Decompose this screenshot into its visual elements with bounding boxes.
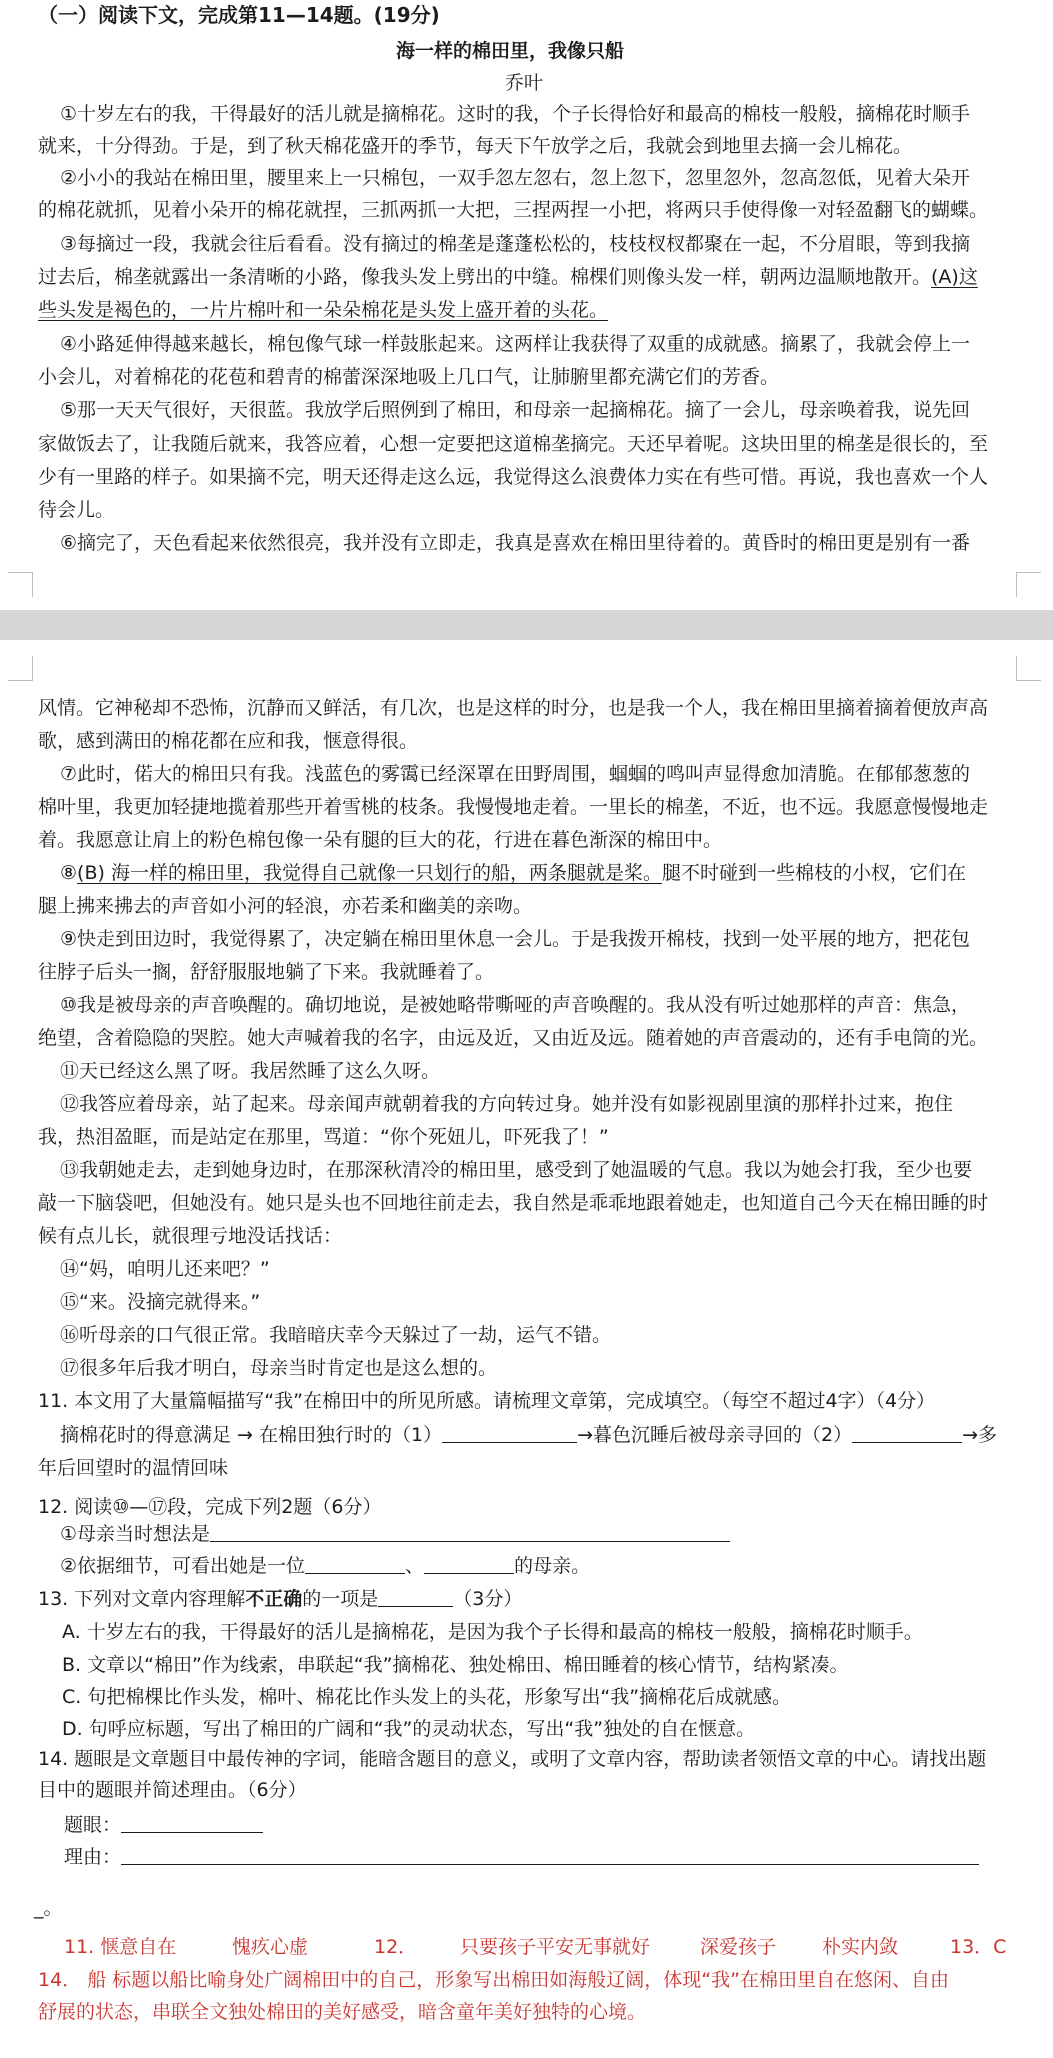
paragraph-line: ⑫我答应着母亲，站了起来。母亲闻声就朝着我的方向转过身。她并没有如影视剧里演的那样扑过来，抱住 bbox=[60, 1093, 954, 1115]
paragraph-line: 往脖子后头一搁，舒舒服服地躺了下来。我就睡着了。 bbox=[38, 961, 495, 983]
paragraph-line: 少有一里路的样子。如果摘不完，明天还得走这么远，我觉得这么浪费体力实在有些可惜。再说，我也喜欢一个人 bbox=[38, 466, 989, 488]
flow-text: 摘棉花时的得意满足 → 在棉田独行时的（1） bbox=[60, 1424, 443, 1446]
answer-blank-reason[interactable] bbox=[121, 1846, 979, 1865]
option-d[interactable]: D. 句呼应标题，写出了棉田的广阔和“我”的灵动状态，写出“我”独处的自在惬意。 bbox=[62, 1718, 756, 1740]
option-c[interactable]: C. 句把棉棵比作头发，棉叶、棉花比作头发上的头花，形象写出“我”摘棉花后成就感。 bbox=[62, 1686, 792, 1708]
option-b[interactable]: B. 文章以“棉田”作为线索，串联起“我”摘棉花、独处棉田、棉田睡着的核心情节，结构紧凑。 bbox=[62, 1654, 849, 1676]
article-author: 乔叶 bbox=[505, 72, 544, 94]
question-14-stem-cont: 目中的题眼并简述理由。（6分） bbox=[38, 1779, 307, 1801]
page-top bbox=[0, 0, 1053, 610]
answer-blank-eye[interactable] bbox=[121, 1814, 263, 1833]
paragraph-line: ⑭“妈，咱明儿还来吧？” bbox=[60, 1258, 270, 1280]
field-label: 理由： bbox=[64, 1846, 122, 1868]
paragraph-line: ⑩我是被母亲的声音唤醒的。确切地说，是被她略带嘶哑的声音唤醒的。我从没有听过她那样的声音：焦急， bbox=[60, 994, 971, 1016]
paragraph-8-line bbox=[60, 861, 966, 885]
paragraph-line: ⑪天已经这么黑了呀。我居然睡了这么久呀。 bbox=[60, 1060, 441, 1082]
paragraph-line: ②小小的我站在棉田里，腰里来上一只棉包，一双手忽左忽右，忽上忽下，忽里忽外，忽高忽低，见着大朵开 bbox=[60, 167, 971, 189]
paragraph-number: ⑧ bbox=[60, 862, 78, 884]
page-bottom bbox=[0, 640, 1053, 2058]
answer-key-value: 深爱孩子 bbox=[700, 1936, 777, 1958]
crop-mark bbox=[1016, 572, 1041, 597]
question-11-flow bbox=[60, 1423, 997, 1447]
paragraph-line: 家做饭去了，让我随后就来，我答应着，心想一定要把这道棉垄摘完。天还早着呢。这块田里的棉垄是很长的，至 bbox=[38, 433, 989, 455]
flow-text: →暮色沉睡后被母亲寻回的（2） bbox=[577, 1424, 853, 1446]
paragraph-line: 小会儿，对着棉花的花苞和碧青的棉蕾深深地吸上几口气，让肺腑里都充满它们的芳香。 bbox=[38, 366, 780, 388]
crop-mark bbox=[8, 656, 33, 681]
answer-key-11-label: 11. 惬意自在 bbox=[64, 1936, 177, 1958]
question-14-stem: 14. 题眼是文章题目中最传神的字词，能暗含题目的意义，或明了文章内容，帮助读者领悟文章的中心。请找出题 bbox=[38, 1748, 987, 1770]
paragraph-line: ⑮“来。没摘完就得来。” bbox=[60, 1291, 261, 1313]
crop-mark bbox=[8, 572, 33, 597]
question-14-eye bbox=[64, 1813, 263, 1837]
question-12-sub2 bbox=[60, 1554, 590, 1578]
answer-key-14: 14． 船 标题以船比喻身处广阔棉田中的自己，形象写出棉田如海般辽阔，体现“我”在棉田里自在悠闲、自由 bbox=[38, 1969, 949, 1991]
paragraph-line: 待会儿。 bbox=[38, 499, 115, 521]
paragraph-line: ⑬我朝她走去，走到她身边时，在那深秋清冷的棉田里，感受到了她温暖的气息。我以为她会打我，至少也要 bbox=[60, 1159, 973, 1181]
answer-blank-trait-2[interactable] bbox=[424, 1555, 514, 1574]
sub-question-text: 的母亲。 bbox=[514, 1555, 591, 1577]
answer-key-value: 朴实内敛 bbox=[822, 1936, 899, 1958]
page-separator bbox=[0, 610, 1053, 640]
paragraph-line: 绝望，含着隐隐的哭腔。她大声喊着我的名字，由远及近，又由近及远。随着她的声音震动的，还有手电筒的光。 bbox=[38, 1027, 989, 1049]
underlined-sentence-b: (B) 海一样的棉田里，我觉得自己就像一只划行的船，两条腿就是桨。 bbox=[77, 862, 662, 884]
trailing-mark: _。 bbox=[34, 1897, 63, 1919]
paragraph-line: 的棉花就抓，见着小朵开的棉花就捏，三抓两抓一大把，三捏两捏一小把，将两只手使得像一对轻盈翻飞的蝴蝶。 bbox=[38, 199, 989, 221]
sub-question-text: ②依据细节，可看出她是一位 bbox=[60, 1555, 306, 1577]
sub-question-text: 、 bbox=[405, 1555, 425, 1577]
underlined-sentence-a: 些头发是褐色的，一片片棉叶和一朵朵棉花是头发上盛开着的头花。 bbox=[38, 299, 609, 321]
paragraph-text: 腿不时碰到一些棉枝的小杈，它们在 bbox=[661, 862, 966, 884]
answer-key-12-label: 12． bbox=[374, 1936, 418, 1958]
answer-key-value: 愧疚心虚 bbox=[232, 1936, 309, 1958]
question-12-sub1 bbox=[60, 1522, 730, 1546]
field-label: 题眼： bbox=[64, 1814, 122, 1836]
answer-key-14-cont: 舒展的状态，串联全文独处棉田的美好感受，暗含童年美好独特的心境。 bbox=[38, 2001, 647, 2023]
paragraph-line: 腿上拂来拂去的声音如小河的轻浪，亦若柔和幽美的亲吻。 bbox=[38, 895, 533, 917]
flow-text: →多 bbox=[962, 1424, 998, 1446]
paragraph-line: ④小路延伸得越来越长，棉包像气球一样鼓胀起来。这两样让我获得了双重的成就感。摘累了，我就会停上一 bbox=[60, 333, 971, 355]
sub-question-text: ①母亲当时想法是 bbox=[60, 1523, 211, 1545]
stem-text: 13. 下列对文章内容理解 bbox=[38, 1588, 246, 1610]
paragraph-line-with-marker bbox=[38, 265, 978, 289]
paragraph-line: 敲一下脑袋吧，但她没有。她只是头也不回地往前走去，我自然是乖乖地跟着她走，也知道自己今天在棉田睡的时 bbox=[38, 1192, 989, 1214]
question-11-flow-end: 年后回望时的温情回味 bbox=[38, 1457, 229, 1479]
question-14-reason bbox=[64, 1845, 979, 1869]
option-a[interactable]: A. 十岁左右的我，干得最好的活儿是摘棉花，是因为我个子长得和最高的棉枝一般般，摘棉花时顺手。 bbox=[62, 1621, 923, 1643]
question-11-stem: 11. 本文用了大量篇幅描写“我”在棉田中的所见所感。请梳理文章第，完成填空。（每空不超过4字）（4分） bbox=[38, 1390, 936, 1412]
paragraph-line: ③每摘过一段，我就会往后看看。没有摘过的棉垄是蓬蓬松松的，枝枝杈杈都聚在一起，不分眉眼，等到我摘 bbox=[60, 233, 971, 255]
answer-key-value: 只要孩子平安无事就好 bbox=[460, 1936, 651, 1958]
paragraph-line: 棉叶里，我更加轻捷地揽着那些开着雪桃的枝条。我慢慢地走着。一里长的棉垄，不近，也不远。我愿意慢慢地走 bbox=[38, 796, 989, 818]
paragraph-line: ⑨快走到田边时，我觉得累了，决定躺在棉田里休息一会儿。于是我拨开棉枝，找到一处平展的地方，把花包 bbox=[60, 928, 971, 950]
paragraph-line: 就来，十分得劲。于是，到了秋天棉花盛开的季节，每天下午放学之后，我就会到地里去摘一会儿棉花。 bbox=[38, 135, 913, 157]
article-title: 海一样的棉田里，我像只船 bbox=[396, 40, 625, 62]
underline-marker-a: (A)这 bbox=[931, 266, 978, 288]
paragraph-line: 歌，感到满田的棉花都在应和我，惬意得很。 bbox=[38, 730, 419, 752]
paragraph-line: ⑰很多年后我才明白，母亲当时肯定也是这么想的。 bbox=[60, 1357, 498, 1379]
answer-blank-2[interactable] bbox=[852, 1424, 962, 1443]
answer-blank-1[interactable] bbox=[442, 1424, 577, 1443]
stem-text: 的一项是 bbox=[302, 1588, 379, 1610]
paragraph-line: 候有点儿长，就很理亏地没话找话： bbox=[38, 1225, 343, 1247]
paragraph-line: ①十岁左右的我，干得最好的活儿就是摘棉花。这时的我，个子长得恰好和最高的棉枝一般般，摘棉花时顺手 bbox=[60, 103, 971, 125]
paragraph-line: 着。我愿意让肩上的粉色棉包像一朵有腿的巨大的花，行进在暮色渐深的棉田中。 bbox=[38, 829, 723, 851]
answer-blank-trait-1[interactable] bbox=[305, 1555, 405, 1574]
stem-emphasis: 不正确 bbox=[245, 1588, 303, 1610]
paragraph-line: ⑦此时，偌大的棉田只有我。浅蓝色的雾霭已经深罩在田野周围，蝈蝈的鸣叫声显得愈加清脆。在郁郁葱葱的 bbox=[60, 763, 971, 785]
paragraph-line: 风情。它神秘却不恐怖，沉静而又鲜活，有几次，也是这样的时分，也是我一个人，我在棉田里摘着摘着便放声高 bbox=[38, 697, 989, 719]
question-13-stem bbox=[38, 1587, 522, 1611]
crop-mark bbox=[1016, 656, 1041, 681]
answer-key-13: 13．C bbox=[950, 1936, 1007, 1958]
paragraph-line: ⑤那一天天气很好，天很蓝。我放学后照例到了棉田，和母亲一起摘棉花。摘了一会儿，母亲唤着我，说先回 bbox=[60, 399, 971, 421]
answer-blank-choice[interactable] bbox=[378, 1588, 453, 1607]
section-header: （一）阅读下文，完成第11—14题。(19分) bbox=[38, 3, 440, 27]
paragraph-line: 我，热泪盈眶，而是站定在那里，骂道：“你个死妞儿，吓死我了！” bbox=[38, 1126, 609, 1148]
paragraph-line: ⑯听母亲的口气很正常。我暗暗庆幸今天躲过了一劫，运气不错。 bbox=[60, 1324, 612, 1346]
paragraph-line: ⑥摘完了，天色看起来依然很亮，我并没有立即走，我真是喜欢在棉田里待着的。黄昏时的棉田更是别有一番 bbox=[60, 532, 971, 554]
paragraph-text: 过去后，棉垄就露出一条清晰的小路，像我头发上劈出的中缝。棉棵们则像头发一样，朝两边温顺地散开。 bbox=[38, 266, 932, 288]
question-12-stem: 12. 阅读⑩—⑰段，完成下列2题（6分） bbox=[38, 1496, 382, 1518]
stem-text: （3分） bbox=[453, 1588, 523, 1610]
answer-blank-mother-thought[interactable] bbox=[210, 1523, 730, 1542]
